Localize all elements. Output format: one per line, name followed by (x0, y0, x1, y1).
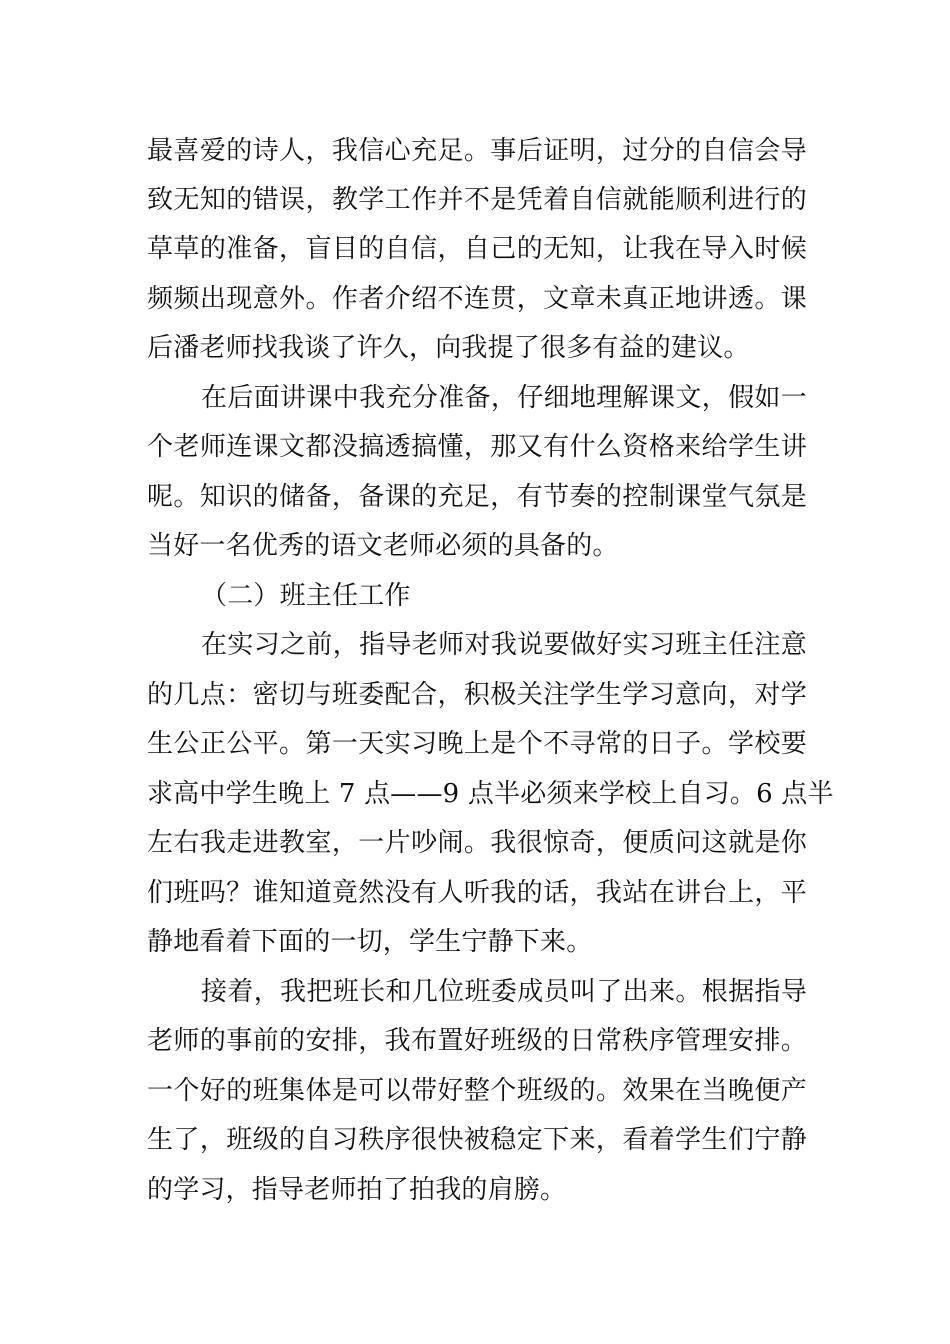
text-line: 左右我走进教室，一片吵闹。我很惊奇，便质问这就是你 (147, 828, 807, 858)
text-line: 当好一名优秀的语文老师必须的具备的。 (147, 531, 619, 561)
text-line: 们班吗？谁知道竟然没有人听我的话，我站在讲台上，平 (147, 878, 807, 908)
text-line: 老师的事前的安排，我布置好班级的日常秩序管理安排。 (147, 1026, 807, 1056)
text-line: 一个好的班集体是可以带好整个班级的。效果在当晚便产 (147, 1076, 807, 1106)
text-line: 最喜爱的诗人，我信心充足。事后证明，过分的自信会导 (147, 136, 807, 166)
text-line: 后潘老师找我谈了许久，向我提了很多有益的建议。 (147, 333, 750, 363)
text-line: 接着，我把班长和几位班委成员叫了出来。根据指导 (201, 977, 807, 1007)
text-line: 生公正公平。第一天实习晚上是个不寻常的日子。学校要 (147, 729, 807, 759)
text-line: 在实习之前，指导老师对我说要做好实习班主任注意 (201, 630, 807, 660)
text-line: 求高中学生晚上 7 点——9 点半必须来学校上自习。6 点半 (147, 779, 834, 809)
text-line: 生了，班级的自习秩序很快被稳定下来，看着学生们宁静 (147, 1125, 807, 1155)
section-heading: （二）班主任工作 (201, 581, 411, 611)
text-line: 草草的准备，盲目的自信，自己的无知，让我在导入时候 (147, 234, 807, 264)
text-line: 的学习，指导老师拍了拍我的肩膀。 (147, 1175, 567, 1205)
text-line: 致无知的错误，教学工作并不是凭着自信就能顺利进行的 (147, 185, 807, 215)
text-line: 静地看着下面的一切，学生宁静下来。 (147, 927, 593, 957)
text-line: 在后面讲课中我充分准备，仔细地理解课文，假如一 (201, 383, 807, 413)
text-line: 呢。知识的储备，备课的充足，有节奏的控制课堂气氛是 (147, 482, 807, 512)
text-line: 频频出现意外。作者介绍不连贯，文章未真正地讲透。课 (147, 284, 807, 314)
text-line: 的几点：密切与班委配合，积极关注学生学习意向，对学 (147, 680, 807, 710)
text-line: 个老师连课文都没搞透搞懂，那又有什么资格来给学生讲 (147, 432, 807, 462)
